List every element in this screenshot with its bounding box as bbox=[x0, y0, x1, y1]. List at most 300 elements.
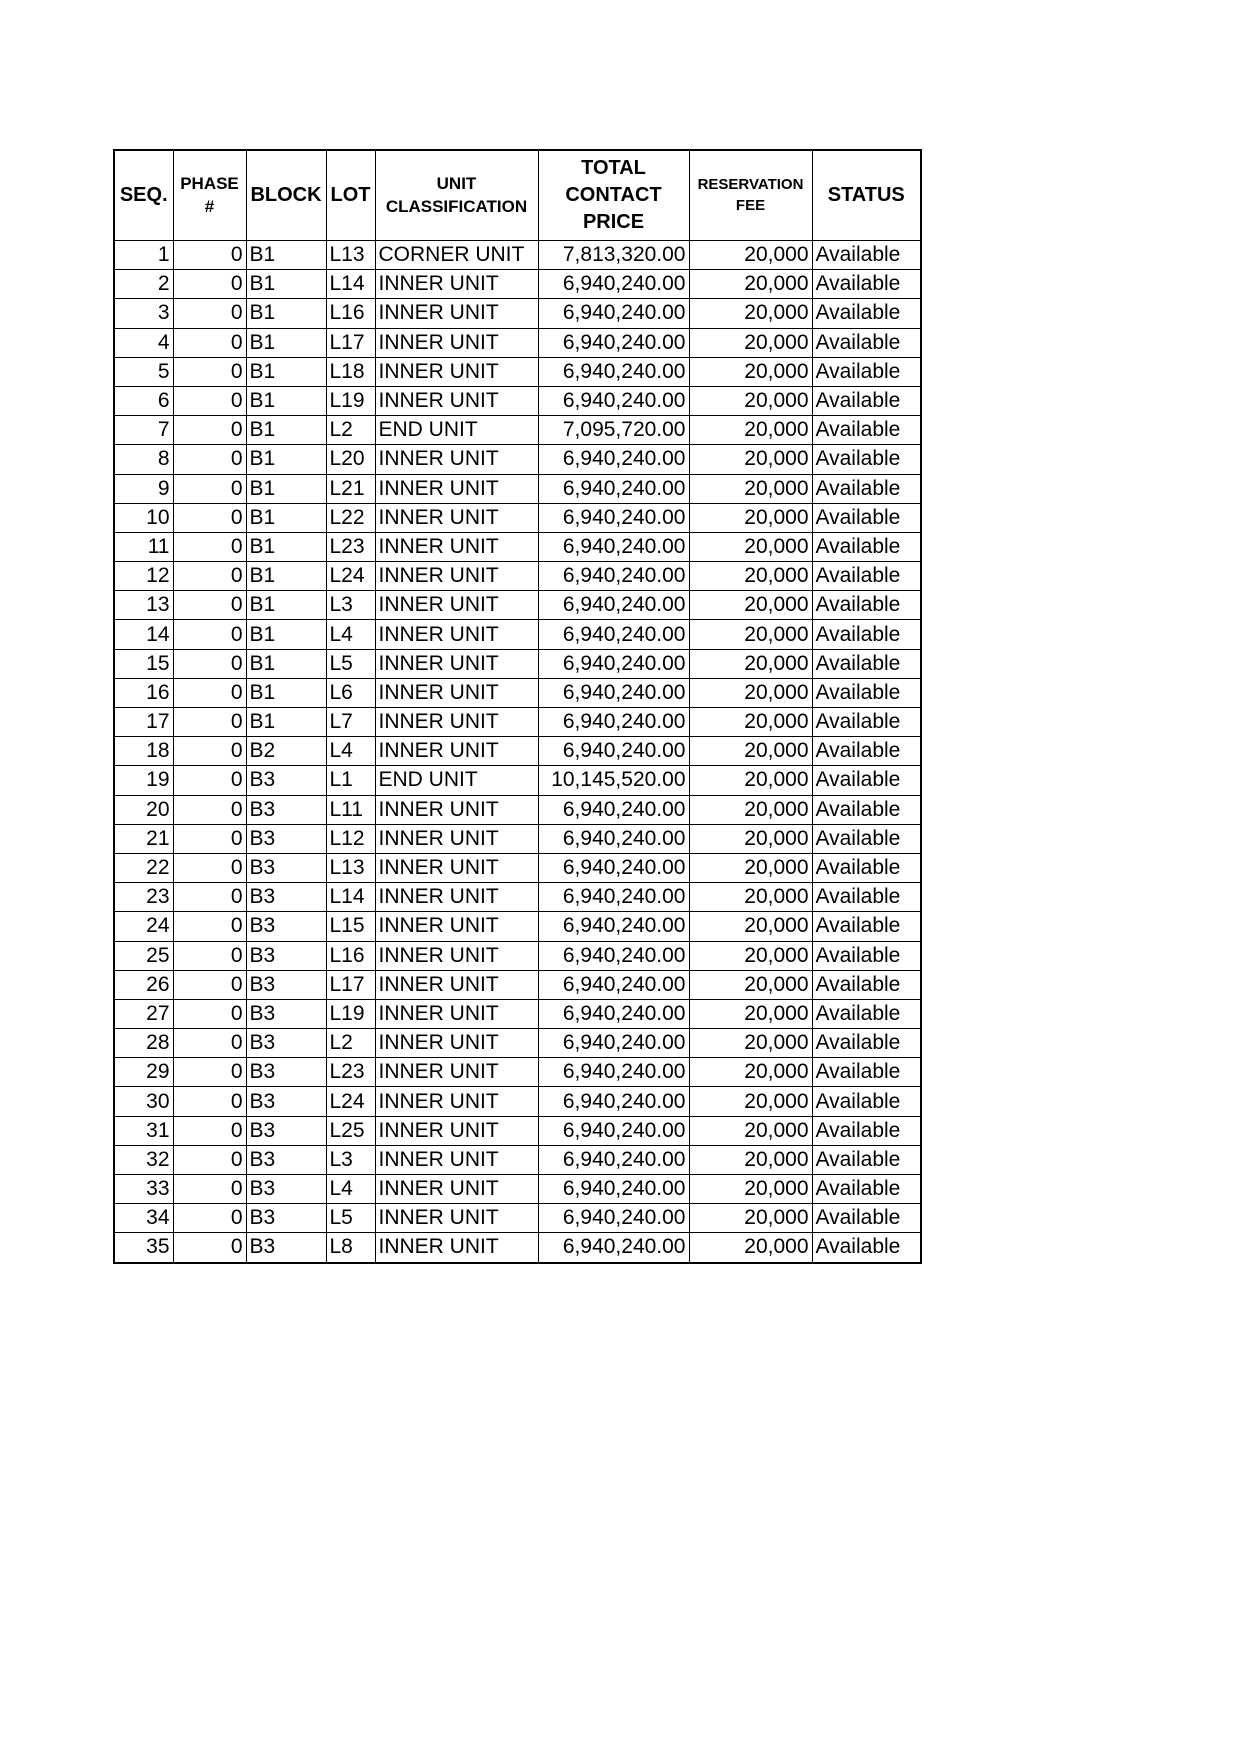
cell-total-contact-price: 6,940,240.00 bbox=[538, 445, 689, 474]
cell-block: B1 bbox=[246, 591, 326, 620]
cell-lot: L5 bbox=[326, 649, 375, 678]
cell-status: Available bbox=[812, 1116, 921, 1145]
table-row bbox=[114, 1116, 921, 1145]
cell-lot: L19 bbox=[326, 386, 375, 415]
cell-unit-classification: INNER UNIT bbox=[375, 649, 538, 678]
cell-status: Available bbox=[812, 1233, 921, 1263]
cell-seq: 11 bbox=[114, 532, 173, 561]
cell-total-contact-price: 6,940,240.00 bbox=[538, 270, 689, 299]
cell-phase: 0 bbox=[173, 678, 246, 707]
cell-lot: L4 bbox=[326, 620, 375, 649]
table-row bbox=[114, 1175, 921, 1204]
table-row bbox=[114, 1233, 921, 1263]
cell-phase: 0 bbox=[173, 591, 246, 620]
cell-lot: L21 bbox=[326, 474, 375, 503]
cell-block: B1 bbox=[246, 532, 326, 561]
cell-lot: L7 bbox=[326, 708, 375, 737]
col-header-seq bbox=[114, 150, 173, 241]
cell-phase: 0 bbox=[173, 1204, 246, 1233]
cell-seq: 22 bbox=[114, 853, 173, 882]
col-header-lot bbox=[326, 150, 375, 241]
unit-availability-table bbox=[113, 149, 922, 1264]
cell-seq: 6 bbox=[114, 386, 173, 415]
cell-reservation-fee: 20,000 bbox=[689, 649, 812, 678]
cell-seq: 9 bbox=[114, 474, 173, 503]
cell-lot: L19 bbox=[326, 999, 375, 1028]
table-row bbox=[114, 328, 921, 357]
cell-seq: 23 bbox=[114, 883, 173, 912]
cell-reservation-fee: 20,000 bbox=[689, 941, 812, 970]
table-row bbox=[114, 416, 921, 445]
cell-total-contact-price: 6,940,240.00 bbox=[538, 328, 689, 357]
cell-seq: 7 bbox=[114, 416, 173, 445]
cell-lot: L6 bbox=[326, 678, 375, 707]
cell-phase: 0 bbox=[173, 357, 246, 386]
cell-lot: L17 bbox=[326, 328, 375, 357]
cell-status: Available bbox=[812, 328, 921, 357]
cell-seq: 24 bbox=[114, 912, 173, 941]
cell-reservation-fee: 20,000 bbox=[689, 241, 812, 270]
cell-reservation-fee: 20,000 bbox=[689, 795, 812, 824]
cell-block: B1 bbox=[246, 620, 326, 649]
cell-unit-classification: INNER UNIT bbox=[375, 445, 538, 474]
cell-lot: L25 bbox=[326, 1116, 375, 1145]
cell-lot: L22 bbox=[326, 503, 375, 532]
cell-block: B1 bbox=[246, 474, 326, 503]
cell-status: Available bbox=[812, 912, 921, 941]
cell-status: Available bbox=[812, 357, 921, 386]
cell-reservation-fee: 20,000 bbox=[689, 708, 812, 737]
cell-lot: L15 bbox=[326, 912, 375, 941]
cell-seq: 8 bbox=[114, 445, 173, 474]
cell-reservation-fee: 20,000 bbox=[689, 357, 812, 386]
cell-phase: 0 bbox=[173, 241, 246, 270]
cell-phase: 0 bbox=[173, 1087, 246, 1116]
cell-unit-classification: INNER UNIT bbox=[375, 1175, 538, 1204]
cell-unit-classification: INNER UNIT bbox=[375, 591, 538, 620]
cell-status: Available bbox=[812, 503, 921, 532]
cell-phase: 0 bbox=[173, 532, 246, 561]
table-row bbox=[114, 620, 921, 649]
cell-unit-classification: INNER UNIT bbox=[375, 708, 538, 737]
cell-phase: 0 bbox=[173, 912, 246, 941]
table-row bbox=[114, 999, 921, 1028]
cell-block: B3 bbox=[246, 941, 326, 970]
cell-seq: 17 bbox=[114, 708, 173, 737]
cell-unit-classification: END UNIT bbox=[375, 416, 538, 445]
cell-status: Available bbox=[812, 708, 921, 737]
table-row bbox=[114, 737, 921, 766]
cell-total-contact-price: 6,940,240.00 bbox=[538, 708, 689, 737]
cell-total-contact-price: 6,940,240.00 bbox=[538, 532, 689, 561]
cell-unit-classification: INNER UNIT bbox=[375, 299, 538, 328]
cell-phase: 0 bbox=[173, 328, 246, 357]
cell-phase: 0 bbox=[173, 416, 246, 445]
cell-reservation-fee: 20,000 bbox=[689, 532, 812, 561]
cell-status: Available bbox=[812, 270, 921, 299]
cell-status: Available bbox=[812, 795, 921, 824]
cell-unit-classification: INNER UNIT bbox=[375, 620, 538, 649]
cell-total-contact-price: 6,940,240.00 bbox=[538, 299, 689, 328]
cell-phase: 0 bbox=[173, 620, 246, 649]
col-header-unit-line1: UNIT bbox=[436, 173, 477, 193]
cell-unit-classification: INNER UNIT bbox=[375, 328, 538, 357]
table-row bbox=[114, 912, 921, 941]
cell-block: B1 bbox=[246, 386, 326, 415]
cell-block: B1 bbox=[246, 241, 326, 270]
cell-status: Available bbox=[812, 416, 921, 445]
cell-lot: L5 bbox=[326, 1204, 375, 1233]
cell-status: Available bbox=[812, 824, 921, 853]
table-row bbox=[114, 503, 921, 532]
cell-lot: L20 bbox=[326, 445, 375, 474]
cell-total-contact-price: 6,940,240.00 bbox=[538, 970, 689, 999]
cell-total-contact-price: 6,940,240.00 bbox=[538, 853, 689, 882]
cell-unit-classification: INNER UNIT bbox=[375, 970, 538, 999]
cell-block: B1 bbox=[246, 270, 326, 299]
cell-phase: 0 bbox=[173, 1116, 246, 1145]
cell-phase: 0 bbox=[173, 1029, 246, 1058]
cell-lot: L11 bbox=[326, 795, 375, 824]
cell-total-contact-price: 6,940,240.00 bbox=[538, 737, 689, 766]
cell-unit-classification: INNER UNIT bbox=[375, 824, 538, 853]
cell-reservation-fee: 20,000 bbox=[689, 1058, 812, 1087]
cell-phase: 0 bbox=[173, 708, 246, 737]
table-row bbox=[114, 445, 921, 474]
cell-status: Available bbox=[812, 241, 921, 270]
cell-status: Available bbox=[812, 970, 921, 999]
table-row bbox=[114, 1029, 921, 1058]
table-row bbox=[114, 299, 921, 328]
cell-total-contact-price: 6,940,240.00 bbox=[538, 999, 689, 1028]
cell-block: B1 bbox=[246, 416, 326, 445]
cell-lot: L24 bbox=[326, 562, 375, 591]
cell-phase: 0 bbox=[173, 386, 246, 415]
cell-lot: L3 bbox=[326, 1145, 375, 1174]
table-header bbox=[114, 150, 921, 241]
table-row bbox=[114, 766, 921, 795]
cell-reservation-fee: 20,000 bbox=[689, 970, 812, 999]
table-row bbox=[114, 853, 921, 882]
cell-total-contact-price: 6,940,240.00 bbox=[538, 1145, 689, 1174]
cell-unit-classification: INNER UNIT bbox=[375, 853, 538, 882]
cell-seq: 18 bbox=[114, 737, 173, 766]
cell-lot: L14 bbox=[326, 270, 375, 299]
cell-block: B1 bbox=[246, 649, 326, 678]
cell-seq: 3 bbox=[114, 299, 173, 328]
cell-status: Available bbox=[812, 532, 921, 561]
table-row bbox=[114, 1058, 921, 1087]
col-header-fee-line1: RESERVATION bbox=[697, 176, 804, 194]
table-row bbox=[114, 795, 921, 824]
col-header-fee-line2: FEE bbox=[735, 196, 766, 214]
cell-seq: 20 bbox=[114, 795, 173, 824]
cell-block: B1 bbox=[246, 445, 326, 474]
cell-status: Available bbox=[812, 445, 921, 474]
cell-seq: 34 bbox=[114, 1204, 173, 1233]
cell-reservation-fee: 20,000 bbox=[689, 1087, 812, 1116]
cell-reservation-fee: 20,000 bbox=[689, 824, 812, 853]
table-row bbox=[114, 678, 921, 707]
cell-reservation-fee: 20,000 bbox=[689, 883, 812, 912]
cell-phase: 0 bbox=[173, 824, 246, 853]
cell-unit-classification: INNER UNIT bbox=[375, 1087, 538, 1116]
cell-total-contact-price: 6,940,240.00 bbox=[538, 1204, 689, 1233]
cell-seq: 32 bbox=[114, 1145, 173, 1174]
cell-status: Available bbox=[812, 620, 921, 649]
table-row bbox=[114, 824, 921, 853]
cell-seq: 2 bbox=[114, 270, 173, 299]
cell-lot: L8 bbox=[326, 1233, 375, 1263]
cell-total-contact-price: 6,940,240.00 bbox=[538, 941, 689, 970]
cell-block: B3 bbox=[246, 1058, 326, 1087]
cell-seq: 14 bbox=[114, 620, 173, 649]
table-row bbox=[114, 708, 921, 737]
header-row bbox=[114, 150, 921, 241]
cell-phase: 0 bbox=[173, 445, 246, 474]
table-row bbox=[114, 649, 921, 678]
cell-phase: 0 bbox=[173, 270, 246, 299]
cell-reservation-fee: 20,000 bbox=[689, 416, 812, 445]
cell-block: B3 bbox=[246, 1116, 326, 1145]
cell-seq: 13 bbox=[114, 591, 173, 620]
cell-total-contact-price: 6,940,240.00 bbox=[538, 883, 689, 912]
table-row bbox=[114, 386, 921, 415]
cell-unit-classification: INNER UNIT bbox=[375, 532, 538, 561]
cell-reservation-fee: 20,000 bbox=[689, 1175, 812, 1204]
cell-block: B3 bbox=[246, 1233, 326, 1263]
cell-phase: 0 bbox=[173, 766, 246, 795]
col-header-price-line2: CONTACT bbox=[565, 184, 662, 206]
cell-unit-classification: INNER UNIT bbox=[375, 357, 538, 386]
col-header-reservation-fee bbox=[689, 150, 812, 241]
cell-phase: 0 bbox=[173, 474, 246, 503]
col-header-lot-label: LOT bbox=[330, 184, 371, 206]
cell-lot: L23 bbox=[326, 532, 375, 561]
cell-phase: 0 bbox=[173, 795, 246, 824]
cell-phase: 0 bbox=[173, 737, 246, 766]
cell-status: Available bbox=[812, 1087, 921, 1116]
cell-reservation-fee: 20,000 bbox=[689, 737, 812, 766]
cell-block: B3 bbox=[246, 766, 326, 795]
cell-total-contact-price: 6,940,240.00 bbox=[538, 649, 689, 678]
cell-unit-classification: INNER UNIT bbox=[375, 1145, 538, 1174]
cell-phase: 0 bbox=[173, 1145, 246, 1174]
table-body bbox=[114, 241, 921, 1263]
cell-lot: L18 bbox=[326, 357, 375, 386]
col-header-price-line3: PRICE bbox=[582, 211, 645, 233]
cell-reservation-fee: 20,000 bbox=[689, 1233, 812, 1263]
cell-phase: 0 bbox=[173, 1175, 246, 1204]
cell-block: B3 bbox=[246, 824, 326, 853]
cell-unit-classification: INNER UNIT bbox=[375, 474, 538, 503]
cell-block: B1 bbox=[246, 503, 326, 532]
col-header-phase bbox=[173, 150, 246, 241]
cell-phase: 0 bbox=[173, 1233, 246, 1263]
cell-lot: L2 bbox=[326, 1029, 375, 1058]
cell-lot: L24 bbox=[326, 1087, 375, 1116]
cell-block: B3 bbox=[246, 1145, 326, 1174]
cell-reservation-fee: 20,000 bbox=[689, 562, 812, 591]
cell-reservation-fee: 20,000 bbox=[689, 766, 812, 795]
cell-total-contact-price: 10,145,520.00 bbox=[538, 766, 689, 795]
cell-reservation-fee: 20,000 bbox=[689, 1145, 812, 1174]
cell-lot: L23 bbox=[326, 1058, 375, 1087]
cell-seq: 30 bbox=[114, 1087, 173, 1116]
cell-status: Available bbox=[812, 299, 921, 328]
cell-reservation-fee: 20,000 bbox=[689, 299, 812, 328]
cell-total-contact-price: 6,940,240.00 bbox=[538, 620, 689, 649]
cell-reservation-fee: 20,000 bbox=[689, 620, 812, 649]
cell-block: B3 bbox=[246, 883, 326, 912]
cell-unit-classification: INNER UNIT bbox=[375, 883, 538, 912]
cell-total-contact-price: 6,940,240.00 bbox=[538, 824, 689, 853]
cell-seq: 1 bbox=[114, 241, 173, 270]
cell-seq: 31 bbox=[114, 1116, 173, 1145]
cell-status: Available bbox=[812, 941, 921, 970]
cell-reservation-fee: 20,000 bbox=[689, 270, 812, 299]
cell-seq: 33 bbox=[114, 1175, 173, 1204]
cell-total-contact-price: 6,940,240.00 bbox=[538, 474, 689, 503]
cell-unit-classification: END UNIT bbox=[375, 766, 538, 795]
cell-reservation-fee: 20,000 bbox=[689, 386, 812, 415]
col-header-status-label: STATUS bbox=[827, 184, 905, 206]
cell-block: B1 bbox=[246, 562, 326, 591]
cell-seq: 21 bbox=[114, 824, 173, 853]
cell-seq: 19 bbox=[114, 766, 173, 795]
cell-status: Available bbox=[812, 883, 921, 912]
cell-status: Available bbox=[812, 999, 921, 1028]
cell-reservation-fee: 20,000 bbox=[689, 999, 812, 1028]
cell-seq: 12 bbox=[114, 562, 173, 591]
cell-status: Available bbox=[812, 1058, 921, 1087]
cell-seq: 16 bbox=[114, 678, 173, 707]
cell-status: Available bbox=[812, 562, 921, 591]
cell-total-contact-price: 6,940,240.00 bbox=[538, 562, 689, 591]
cell-unit-classification: INNER UNIT bbox=[375, 386, 538, 415]
cell-total-contact-price: 6,940,240.00 bbox=[538, 591, 689, 620]
cell-seq: 35 bbox=[114, 1233, 173, 1263]
cell-lot: L16 bbox=[326, 299, 375, 328]
cell-phase: 0 bbox=[173, 299, 246, 328]
cell-block: B3 bbox=[246, 912, 326, 941]
cell-reservation-fee: 20,000 bbox=[689, 1204, 812, 1233]
cell-reservation-fee: 20,000 bbox=[689, 503, 812, 532]
cell-lot: L2 bbox=[326, 416, 375, 445]
cell-reservation-fee: 20,000 bbox=[689, 912, 812, 941]
cell-phase: 0 bbox=[173, 1058, 246, 1087]
cell-unit-classification: INNER UNIT bbox=[375, 562, 538, 591]
cell-total-contact-price: 6,940,240.00 bbox=[538, 1029, 689, 1058]
cell-block: B3 bbox=[246, 1204, 326, 1233]
col-header-block bbox=[246, 150, 326, 241]
cell-total-contact-price: 6,940,240.00 bbox=[538, 1087, 689, 1116]
cell-reservation-fee: 20,000 bbox=[689, 474, 812, 503]
table-row bbox=[114, 970, 921, 999]
cell-lot: L3 bbox=[326, 591, 375, 620]
cell-lot: L1 bbox=[326, 766, 375, 795]
cell-total-contact-price: 7,095,720.00 bbox=[538, 416, 689, 445]
cell-reservation-fee: 20,000 bbox=[689, 591, 812, 620]
table-row bbox=[114, 1204, 921, 1233]
cell-block: B3 bbox=[246, 970, 326, 999]
col-header-seq-label: SEQ. bbox=[119, 184, 168, 206]
cell-seq: 27 bbox=[114, 999, 173, 1028]
cell-status: Available bbox=[812, 766, 921, 795]
table-row bbox=[114, 474, 921, 503]
cell-seq: 10 bbox=[114, 503, 173, 532]
cell-lot: L16 bbox=[326, 941, 375, 970]
cell-phase: 0 bbox=[173, 503, 246, 532]
col-header-phase-line2: # bbox=[204, 196, 215, 216]
cell-block: B3 bbox=[246, 1175, 326, 1204]
cell-total-contact-price: 6,940,240.00 bbox=[538, 1058, 689, 1087]
cell-block: B3 bbox=[246, 795, 326, 824]
cell-unit-classification: INNER UNIT bbox=[375, 1204, 538, 1233]
table-row bbox=[114, 941, 921, 970]
cell-total-contact-price: 6,940,240.00 bbox=[538, 503, 689, 532]
cell-unit-classification: CORNER UNIT bbox=[375, 241, 538, 270]
cell-block: B1 bbox=[246, 328, 326, 357]
cell-phase: 0 bbox=[173, 883, 246, 912]
cell-phase: 0 bbox=[173, 970, 246, 999]
cell-reservation-fee: 20,000 bbox=[689, 1029, 812, 1058]
cell-unit-classification: INNER UNIT bbox=[375, 1058, 538, 1087]
cell-total-contact-price: 6,940,240.00 bbox=[538, 1233, 689, 1263]
cell-block: B2 bbox=[246, 737, 326, 766]
cell-phase: 0 bbox=[173, 562, 246, 591]
cell-seq: 29 bbox=[114, 1058, 173, 1087]
cell-lot: L13 bbox=[326, 241, 375, 270]
col-header-status bbox=[812, 150, 921, 241]
cell-total-contact-price: 6,940,240.00 bbox=[538, 1175, 689, 1204]
cell-reservation-fee: 20,000 bbox=[689, 445, 812, 474]
cell-block: B1 bbox=[246, 708, 326, 737]
cell-block: B3 bbox=[246, 853, 326, 882]
table-row bbox=[114, 1145, 921, 1174]
cell-total-contact-price: 6,940,240.00 bbox=[538, 678, 689, 707]
cell-block: B3 bbox=[246, 999, 326, 1028]
cell-phase: 0 bbox=[173, 999, 246, 1028]
cell-reservation-fee: 20,000 bbox=[689, 328, 812, 357]
cell-unit-classification: INNER UNIT bbox=[375, 503, 538, 532]
cell-unit-classification: INNER UNIT bbox=[375, 1233, 538, 1263]
cell-block: B1 bbox=[246, 357, 326, 386]
cell-total-contact-price: 6,940,240.00 bbox=[538, 1116, 689, 1145]
cell-reservation-fee: 20,000 bbox=[689, 853, 812, 882]
cell-unit-classification: INNER UNIT bbox=[375, 999, 538, 1028]
cell-status: Available bbox=[812, 386, 921, 415]
cell-unit-classification: INNER UNIT bbox=[375, 941, 538, 970]
cell-lot: L13 bbox=[326, 853, 375, 882]
table-row bbox=[114, 270, 921, 299]
cell-total-contact-price: 6,940,240.00 bbox=[538, 386, 689, 415]
cell-status: Available bbox=[812, 591, 921, 620]
table-row bbox=[114, 357, 921, 386]
cell-phase: 0 bbox=[173, 649, 246, 678]
cell-reservation-fee: 20,000 bbox=[689, 1116, 812, 1145]
table-row bbox=[114, 562, 921, 591]
cell-block: B1 bbox=[246, 678, 326, 707]
cell-seq: 4 bbox=[114, 328, 173, 357]
cell-status: Available bbox=[812, 649, 921, 678]
cell-seq: 15 bbox=[114, 649, 173, 678]
cell-phase: 0 bbox=[173, 853, 246, 882]
cell-seq: 25 bbox=[114, 941, 173, 970]
cell-lot: L12 bbox=[326, 824, 375, 853]
cell-unit-classification: INNER UNIT bbox=[375, 1116, 538, 1145]
cell-total-contact-price: 6,940,240.00 bbox=[538, 795, 689, 824]
